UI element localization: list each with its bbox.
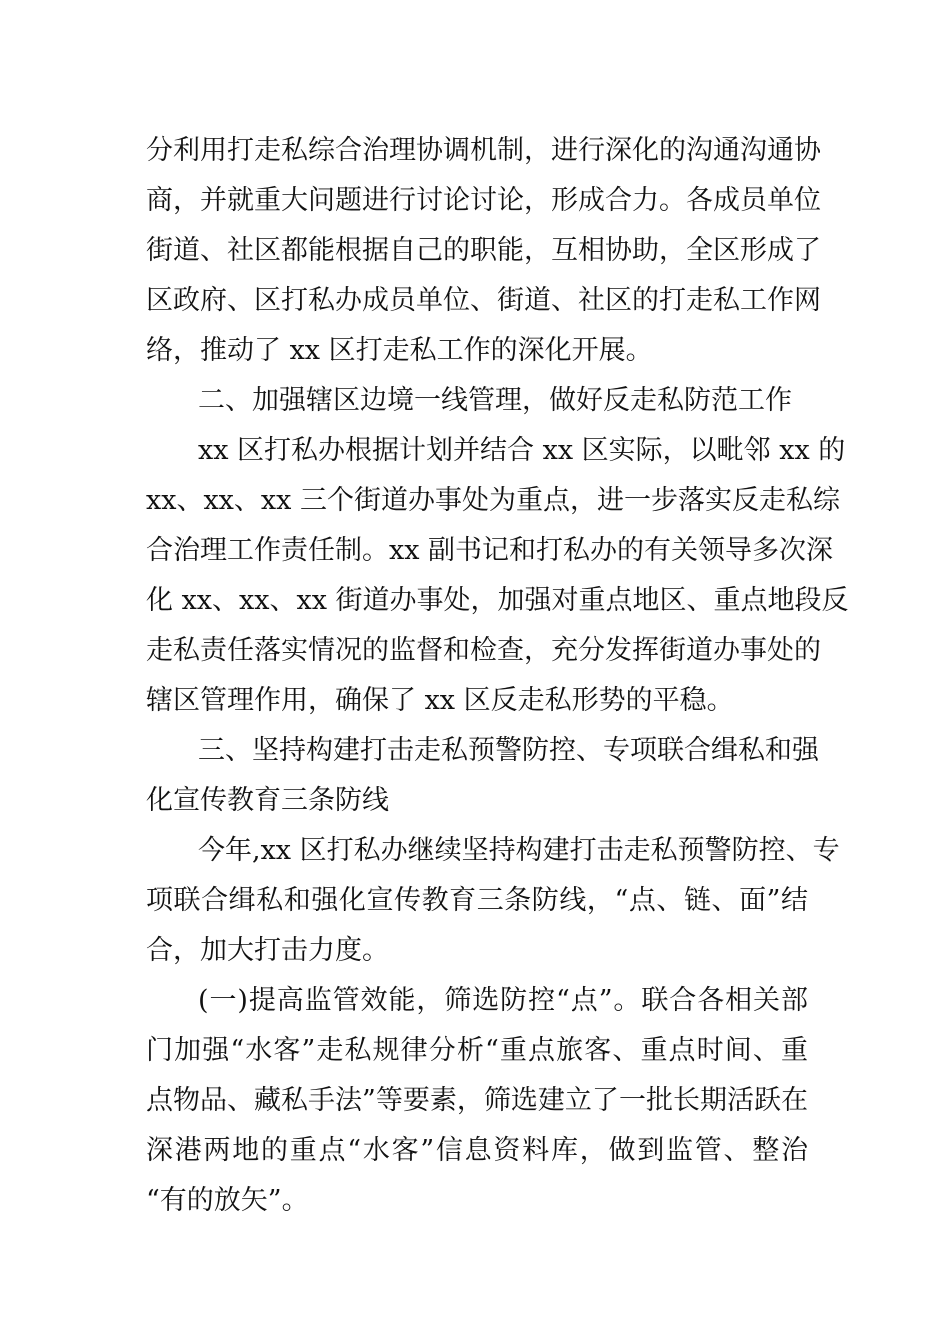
paragraph-line: 络，推动了 xx 区打走私工作的深化开展。 (146, 335, 653, 366)
paragraph-line: xx、xx、xx 三个街道办事处为重点，进一步落实反走私综 (146, 485, 840, 516)
section-heading: 二、加强辖区边境一线管理，做好反走私防范工作 (198, 385, 792, 416)
paragraph-line: 点物品、藏私手法”等要素，筛选建立了一批长期活跃在 (146, 1085, 808, 1116)
paragraph-line: 合，加大打击力度。 (146, 935, 389, 966)
paragraph-line: 走私责任落实情况的监督和检查，充分发挥街道办事处的 (146, 635, 821, 666)
paragraph-line: 分利用打走私综合治理协调机制，进行深化的沟通沟通协 (146, 135, 821, 166)
paragraph-line: 辖区管理作用，确保了 xx 区反走私形势的平稳。 (146, 685, 734, 716)
paragraph-line: 化 xx、xx、xx 街道办事处，加强对重点地区、重点地段反 (146, 585, 849, 616)
section-heading: 化宣传教育三条防线 (146, 785, 389, 816)
paragraph-line: 街道、社区都能根据自己的职能，互相协助，全区形成了 (146, 235, 821, 266)
paragraph-line: 项联合缉私和强化宣传教育三条防线，“点、链、面”结 (146, 885, 808, 916)
section-heading: 三、坚持构建打击走私预警防控、专项联合缉私和强 (198, 735, 819, 766)
paragraph-line: 深港两地的重点“水客”信息资料库，做到监管、整治 (146, 1135, 808, 1166)
paragraph-line: 区政府、区打私办成员单位、街道、社区的打走私工作网 (146, 285, 821, 316)
paragraph-line: xx 区打私办根据计划并结合 xx 区实际，以毗邻 xx 的 (198, 435, 846, 466)
paragraph-line: 商，并就重大问题进行讨论讨论，形成合力。各成员单位 (146, 185, 821, 216)
paragraph-line: (一)提高监管效能，筛选防控“点”。联合各相关部 (198, 985, 808, 1016)
paragraph-line: 门加强“水客”走私规律分析“重点旅客、重点时间、重 (146, 1035, 808, 1066)
paragraph-line: 合治理工作责任制。xx 副书记和打私办的有关领导多次深 (146, 535, 834, 566)
paragraph-line: “有的放矢”。 (146, 1185, 309, 1216)
paragraph-line: 今年,xx 区打私办继续坚持构建打击走私预警防控、专 (198, 835, 840, 866)
